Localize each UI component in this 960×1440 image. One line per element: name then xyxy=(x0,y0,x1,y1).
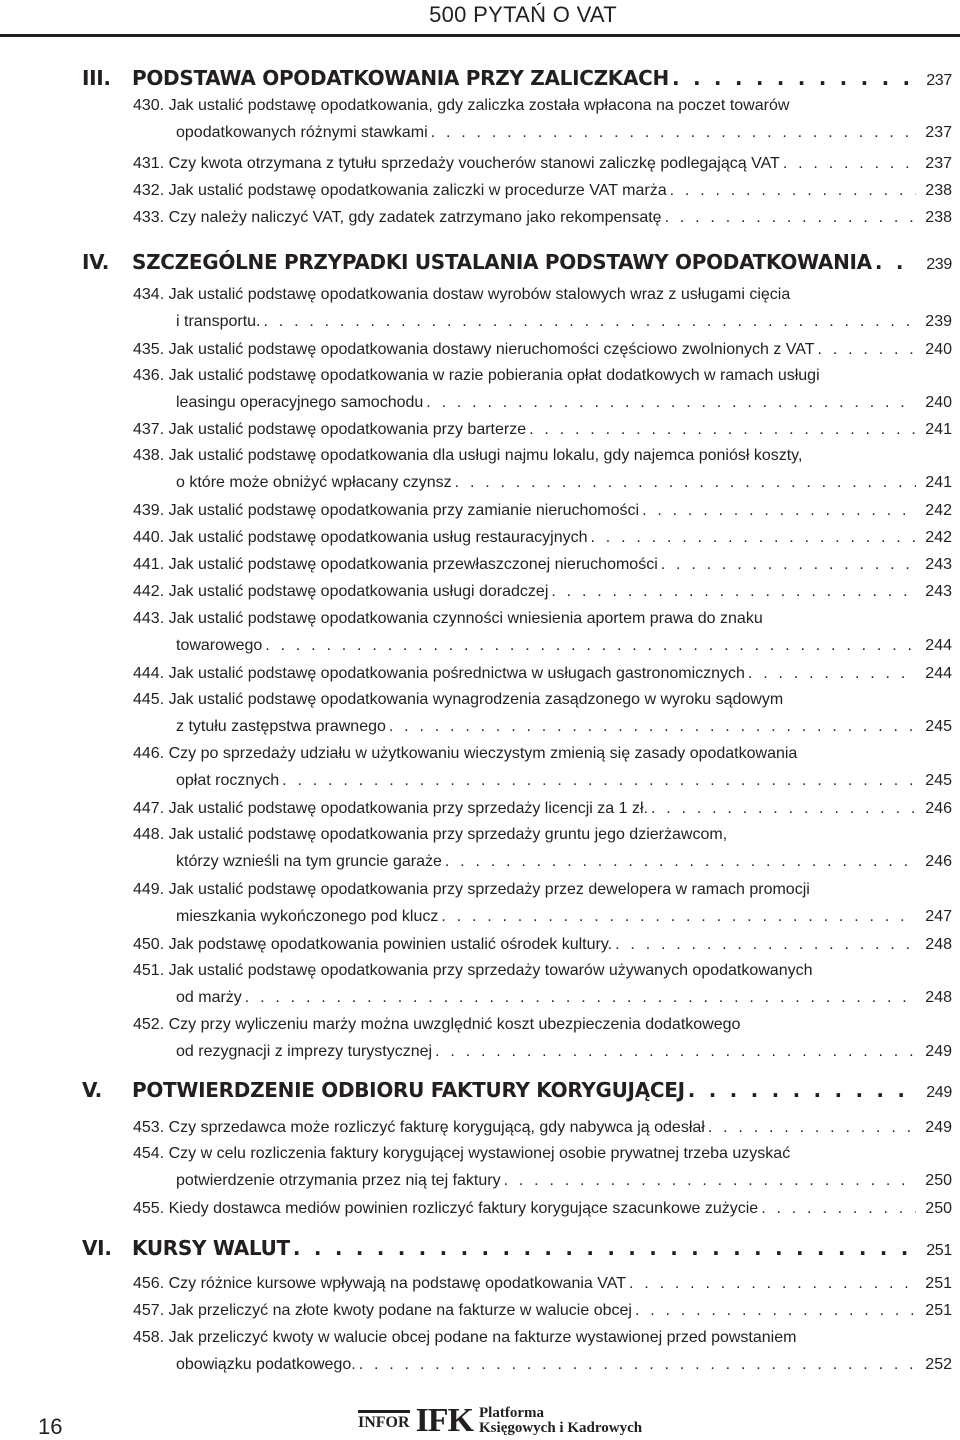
dot-leader xyxy=(670,177,916,204)
entry-page: 247 xyxy=(925,908,952,925)
dot-leader xyxy=(665,204,916,231)
section-page: 237 xyxy=(926,72,952,89)
entry-page: 244 xyxy=(925,637,952,654)
section-page: 239 xyxy=(926,256,952,273)
entry-text: Jak ustalić podstawę opodatkowania wynagrodzenia zasądzonego w wyroku sądowym xyxy=(168,691,784,708)
toc-entry xyxy=(133,1195,952,1222)
entry-page: 250 xyxy=(925,1172,952,1189)
entry-text: Jak przeliczyć kwoty w walucie obcej podane na fakturze wystawionej przed powstaniem xyxy=(168,1329,797,1346)
entry-number: 451. xyxy=(133,962,165,979)
entry-text: Kiedy dostawca mediów powinien rozliczyć faktury korygujące szacunkowe zużycie xyxy=(168,1200,759,1217)
dot-leader xyxy=(504,1167,916,1194)
section-title: KURSY WALUT xyxy=(132,1236,290,1260)
toc-entry xyxy=(133,416,952,443)
logo-ifk-text: IFK xyxy=(415,1402,474,1439)
toc-entry xyxy=(133,605,952,659)
toc-entry xyxy=(133,1324,952,1378)
entry-text: Czy różnice kursowe wpływają na podstawę opodatkowania VAT xyxy=(168,1275,627,1292)
entry-page: 249 xyxy=(925,1119,952,1136)
dot-leader xyxy=(426,389,916,416)
entry-text: leasingu operacyjnego samochodu xyxy=(176,394,424,411)
toc-entry xyxy=(133,1011,952,1065)
dot-leader xyxy=(435,1038,916,1065)
entry-text: o które może obniżyć wpłacany czynsz xyxy=(176,474,452,491)
entry-page: 237 xyxy=(925,155,952,172)
entry-page: 240 xyxy=(925,341,952,358)
entry-text: opodatkowanych różnymi stawkami xyxy=(176,124,428,141)
logo-infor-text: INFOR xyxy=(358,1410,410,1432)
entry-page: 251 xyxy=(925,1302,952,1319)
entry-number: 439. xyxy=(133,502,165,519)
entry-page: 238 xyxy=(925,182,952,199)
dot-leader xyxy=(635,1297,916,1324)
dot-leader xyxy=(818,336,916,363)
toc-entry xyxy=(133,660,952,687)
entry-text: którzy wznieśli na tym gruncie garaże xyxy=(176,853,442,870)
page-number: 16 xyxy=(38,1414,63,1439)
toc-entry xyxy=(133,524,952,551)
entry-text: od marży xyxy=(176,989,242,1006)
entry-text: Jak ustalić podstawę opodatkowania przy barterze xyxy=(168,421,527,438)
dot-leader xyxy=(672,66,916,90)
entry-page: 241 xyxy=(925,421,952,438)
section-title: SZCZEGÓLNE PRZYPADKI USTALANIA PODSTAWY OPODATKOWANIA xyxy=(132,250,872,274)
entry-text: od rezygnacji z imprezy turystycznej xyxy=(176,1043,433,1060)
entry-number: 434. xyxy=(133,286,165,303)
toc-entry xyxy=(133,957,952,1011)
entry-text: Czy kwota otrzymana z tytułu sprzedaży voucherów stanowi zaliczkę podlegającą VAT xyxy=(168,155,780,172)
entry-number: 435. xyxy=(133,341,165,358)
dot-leader xyxy=(629,1270,916,1297)
entry-text: towarowego xyxy=(176,637,263,654)
entry-text: mieszkania wykończonego pod klucz xyxy=(176,908,439,925)
entry-number: 445. xyxy=(133,691,165,708)
entry-text: Jak ustalić podstawę opodatkowania przewłaszczonej nieruchomości xyxy=(168,556,658,573)
entry-number: 452. xyxy=(133,1016,165,1033)
entry-page: 246 xyxy=(925,800,952,817)
logo-platforma-line2: Księgowych i Kadrowych xyxy=(479,1420,643,1436)
section-heading xyxy=(82,1078,952,1102)
toc-entry xyxy=(133,578,952,605)
entry-number: 441. xyxy=(133,556,165,573)
dot-leader xyxy=(263,308,916,335)
toc-entry xyxy=(133,336,952,363)
publisher-logo xyxy=(358,1404,642,1438)
entry-page: 248 xyxy=(925,936,952,953)
toc-entry xyxy=(133,92,952,146)
dot-leader xyxy=(761,1195,916,1222)
dot-leader xyxy=(455,469,916,496)
entry-text: Jak ustalić podstawę opodatkowania przy sprzedaży przez dewelopera w ramach promocji xyxy=(168,881,810,898)
dot-leader xyxy=(688,1078,916,1102)
entry-text: Jak podstawę opodatkowania powinien ustalić ośrodek kultury. xyxy=(168,936,613,953)
entry-page: 239 xyxy=(925,313,952,330)
logo-platforma-line1: Platforma xyxy=(479,1405,544,1421)
dot-leader xyxy=(748,660,916,687)
entry-number: 440. xyxy=(133,529,165,546)
entry-number: 447. xyxy=(133,800,165,817)
entry-text: Jak ustalić podstawę opodatkowania usług restauracyjnych xyxy=(168,529,588,546)
entry-number: 444. xyxy=(133,665,165,682)
entry-page: 242 xyxy=(925,502,952,519)
entry-page: 252 xyxy=(925,1356,952,1373)
dot-leader xyxy=(529,416,916,443)
toc-entry xyxy=(133,821,952,875)
entry-number: 438. xyxy=(133,447,165,464)
entry-number: 454. xyxy=(133,1145,165,1162)
dot-leader xyxy=(551,578,916,605)
section-heading xyxy=(82,1236,952,1260)
entry-text: opłat rocznych xyxy=(176,772,280,789)
entry-number: 437. xyxy=(133,421,165,438)
running-header-title: 500 PYTAŃ O VAT xyxy=(429,2,617,27)
section-number: IV. xyxy=(82,250,110,274)
entry-text: Czy sprzedawca może rozliczyć fakturę korygującą, gdy nabywca ją odesłał xyxy=(168,1119,705,1136)
section-heading xyxy=(82,250,952,274)
section-page: 251 xyxy=(926,1242,952,1259)
entry-text: Jak ustalić podstawę opodatkowania dla usługi najmu lokalu, gdy najemca poniósł koszty, xyxy=(168,447,803,464)
entry-text: z tytułu zastępstwa prawnego xyxy=(176,718,386,735)
entry-number: 449. xyxy=(133,881,165,898)
entry-text: i transportu. xyxy=(176,313,261,330)
toc-entry xyxy=(133,362,952,416)
toc-entry xyxy=(133,1114,952,1141)
toc-entry xyxy=(133,150,952,177)
entry-text: Jak ustalić podstawę opodatkowania w razie pobierania opłat dodatkowych w ramach usługi xyxy=(168,367,820,384)
entry-number: 433. xyxy=(133,209,165,226)
entry-number: 450. xyxy=(133,936,165,953)
toc-entry xyxy=(133,686,952,740)
toc-entry xyxy=(133,551,952,578)
entry-number: 442. xyxy=(133,583,165,600)
entry-text: Jak ustalić podstawę opodatkowania usługi doradczej xyxy=(168,583,549,600)
toc-entry xyxy=(133,1270,952,1297)
entry-number: 432. xyxy=(133,182,165,199)
entry-page: 240 xyxy=(925,394,952,411)
entry-text: Jak ustalić podstawę opodatkowania dostawy nieruchomości częściowo zwolnionych z VAT xyxy=(168,341,815,358)
dot-leader xyxy=(359,1351,916,1378)
entry-number: 446. xyxy=(133,745,165,762)
entry-number: 453. xyxy=(133,1119,165,1136)
entry-page: 243 xyxy=(925,556,952,573)
toc-entry xyxy=(133,931,952,958)
entry-page: 242 xyxy=(925,529,952,546)
entry-page: 250 xyxy=(925,1200,952,1217)
entry-text: Jak ustalić podstawę opodatkowania, gdy zaliczka została wpłacona na poczet towarów xyxy=(168,97,790,114)
entry-page: 245 xyxy=(925,772,952,789)
entry-number: 457. xyxy=(133,1302,165,1319)
toc-entry xyxy=(133,740,952,794)
dot-leader xyxy=(642,497,916,524)
entry-text: Jak przeliczyć na złote kwoty podane na fakturze w walucie obcej xyxy=(168,1302,632,1319)
entry-text: Czy po sprzedaży udziału w użytkowaniu wieczystym zmienią się zasady opodatkowania xyxy=(168,745,798,762)
logo-platforma-text xyxy=(479,1406,642,1436)
entry-number: 430. xyxy=(133,97,165,114)
entry-page: 245 xyxy=(925,718,952,735)
entry-page: 244 xyxy=(925,665,952,682)
entry-page: 249 xyxy=(925,1043,952,1060)
entry-number: 448. xyxy=(133,826,165,843)
entry-text: Jak ustalić podstawę opodatkowania dostaw wyrobów stalowych wraz z usługami cięcia xyxy=(168,286,791,303)
entry-page: 251 xyxy=(925,1275,952,1292)
dot-leader xyxy=(875,250,916,274)
entry-page: 238 xyxy=(925,209,952,226)
toc-entry xyxy=(133,795,952,822)
entry-text: Jak ustalić podstawę opodatkowania przy sprzedaży gruntu jego dzierżawcom, xyxy=(168,826,728,843)
entry-text: potwierdzenie otrzymania przez nią tej faktury xyxy=(176,1172,501,1189)
entry-text: Jak ustalić podstawę opodatkowania przy sprzedaży licencji za 1 zł. xyxy=(168,800,648,817)
dot-leader xyxy=(783,150,916,177)
dot-leader xyxy=(441,903,916,930)
section-title: POTWIERDZENIE ODBIORU FAKTURY KORYGUJĄCEJ xyxy=(132,1078,685,1102)
entry-text: obowiązku podatkowego. xyxy=(176,1356,356,1373)
entry-number: 436. xyxy=(133,367,165,384)
section-number: V. xyxy=(82,1078,102,1102)
dot-leader xyxy=(245,984,916,1011)
dot-leader xyxy=(661,551,916,578)
section-number: VI. xyxy=(82,1236,112,1260)
entry-text: Czy należy naliczyć VAT, gdy zadatek zatrzymano jako rekompensatę xyxy=(168,209,662,226)
toc-entry xyxy=(133,281,952,335)
header-rule xyxy=(0,34,960,37)
entry-number: 431. xyxy=(133,155,165,172)
entry-number: 443. xyxy=(133,610,165,627)
dot-leader xyxy=(431,119,916,146)
dot-leader xyxy=(265,632,916,659)
entry-number: 458. xyxy=(133,1329,165,1346)
entry-page: 248 xyxy=(925,989,952,1006)
entry-page: 243 xyxy=(925,583,952,600)
toc-entry xyxy=(133,204,952,231)
entry-text: Czy przy wyliczeniu marży można uwzględnić koszt ubezpieczenia dodatkowego xyxy=(168,1016,741,1033)
entry-number: 456. xyxy=(133,1275,165,1292)
section-page: 249 xyxy=(926,1084,952,1101)
entry-text: Jak ustalić podstawę opodatkowania przy sprzedaży towarów używanych opodatkowanych xyxy=(168,962,813,979)
section-heading xyxy=(82,66,952,90)
section-number: III. xyxy=(82,66,111,90)
entry-number: 455. xyxy=(133,1200,165,1217)
section-title: PODSTAWA OPODATKOWANIA PRZY ZALICZKACH xyxy=(132,66,669,90)
dot-leader xyxy=(651,795,916,822)
dot-leader xyxy=(591,524,917,551)
toc-entry xyxy=(133,177,952,204)
toc-entry xyxy=(133,442,952,496)
entry-text: Jak ustalić podstawę opodatkowania pośrednictwa w usługach gastronomicznych xyxy=(168,665,745,682)
entry-page: 241 xyxy=(925,474,952,491)
dot-leader xyxy=(389,713,916,740)
entry-text: Czy w celu rozliczenia faktury korygującej wystawionej osobie prywatnej trzeba uzyskać xyxy=(168,1145,791,1162)
toc-entry xyxy=(133,1297,952,1324)
entry-text: Jak ustalić podstawę opodatkowania czynności wniesienia aportem prawa do znaku xyxy=(168,610,763,627)
dot-leader xyxy=(708,1114,916,1141)
toc-entry xyxy=(133,876,952,930)
entry-page: 237 xyxy=(925,124,952,141)
toc-entry xyxy=(133,1140,952,1194)
dot-leader xyxy=(282,767,916,794)
toc-entry xyxy=(133,497,952,524)
entry-text: Jak ustalić podstawę opodatkowania zaliczki w procedurze VAT marża xyxy=(168,182,667,199)
entry-page: 246 xyxy=(925,853,952,870)
dot-leader xyxy=(293,1236,916,1260)
dot-leader xyxy=(445,848,916,875)
entry-text: Jak ustalić podstawę opodatkowania przy zamianie nieruchomości xyxy=(168,502,640,519)
dot-leader xyxy=(615,931,916,958)
